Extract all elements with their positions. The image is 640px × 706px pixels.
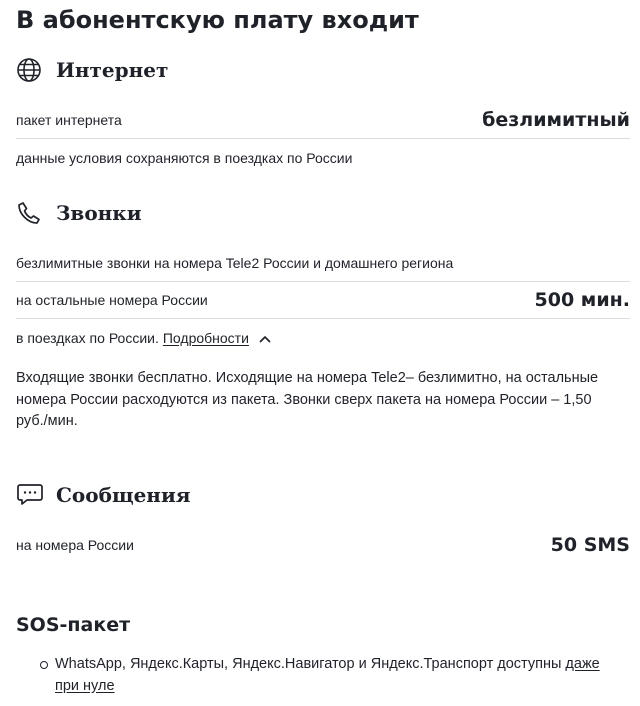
messages-section-header bbox=[16, 481, 191, 509]
sos-bullet-text bbox=[55, 654, 620, 697]
globe-icon bbox=[16, 56, 44, 84]
sos-bullet-label: WhatsApp, Яндекс.Карты, Яндекс.Навигатор и Яндекс.Транспорт доступны bbox=[55, 656, 562, 672]
internet-roaming-label: данные условия сохраняются в поездках по России bbox=[16, 150, 353, 166]
sos-bullet-item bbox=[40, 654, 620, 697]
chat-icon bbox=[16, 481, 44, 509]
internet-section-title: Интернет bbox=[56, 58, 169, 82]
calls-tele2-row bbox=[16, 252, 630, 274]
calls-tele2-label: безлимитные звонки на номера Tele2 России и домашнего региона bbox=[16, 255, 454, 271]
phone-icon bbox=[16, 199, 44, 227]
sos-package-title: SOS-пакет bbox=[16, 614, 131, 636]
calls-details-text: Входящие звонки бесплатно. Исходящие на номера Tele2– безлимитно, на остальные номера России расходуются из пакета. Звонки сверх пакета на номера России – 1,50 руб./мин. bbox=[16, 370, 599, 429]
details-link[interactable]: Подробности bbox=[162, 330, 249, 346]
calls-section-header bbox=[16, 199, 142, 227]
even-at-zero-link[interactable]: даже при нуле bbox=[55, 656, 600, 694]
calls-travel-row bbox=[16, 327, 630, 349]
calls-other-row bbox=[16, 288, 630, 312]
internet-package-label: пакет интернета bbox=[16, 112, 122, 128]
messages-row bbox=[16, 533, 630, 557]
divider bbox=[16, 318, 630, 319]
internet-package-value: безлимитный bbox=[482, 109, 630, 131]
calls-section-title: Звонки bbox=[56, 201, 142, 225]
calls-other-value: 500 мин. bbox=[534, 289, 630, 311]
internet-section-header bbox=[16, 56, 168, 84]
divider bbox=[16, 138, 630, 139]
calls-travel-label: в поездках по России. bbox=[16, 330, 159, 346]
messages-label: на номера России bbox=[16, 537, 134, 553]
bullet-marker bbox=[40, 661, 48, 669]
calls-other-label: на остальные номера России bbox=[16, 292, 208, 308]
messages-value: 50 SMS bbox=[550, 534, 630, 556]
internet-roaming-row bbox=[16, 147, 630, 169]
internet-package-row bbox=[16, 108, 630, 132]
divider bbox=[16, 281, 630, 282]
messages-section-title: Сообщения bbox=[56, 483, 191, 507]
chevron-up-icon[interactable] bbox=[259, 328, 271, 348]
page-title: В абонентскую плату входит bbox=[16, 6, 419, 34]
